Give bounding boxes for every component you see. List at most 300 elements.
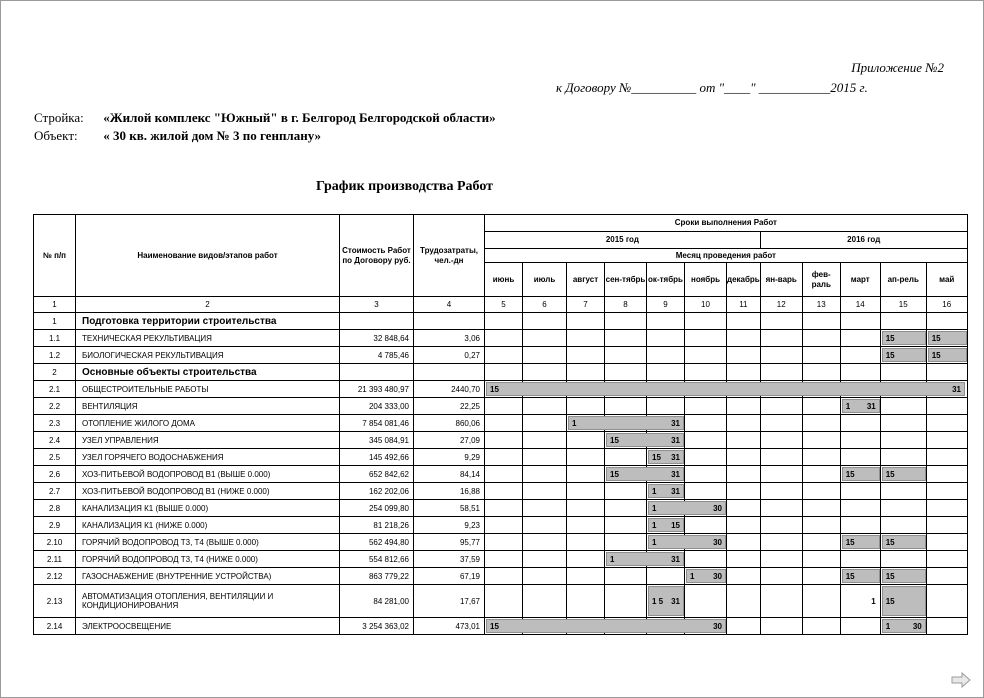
cost-cell: 863 779,22 — [340, 568, 414, 585]
year-2015-header: 2015 год — [485, 232, 761, 249]
gantt-bar — [882, 569, 926, 583]
bar-end-label: 30 — [912, 621, 922, 631]
bar-start-label: 1 — [690, 571, 695, 581]
month-cell — [567, 313, 605, 330]
month-cell — [485, 568, 523, 585]
month-cell — [727, 500, 761, 517]
labor-cell: 84,14 — [414, 466, 485, 483]
row-number: 1 — [34, 313, 76, 330]
row-number: 2.2 — [34, 398, 76, 415]
table-row — [34, 585, 968, 618]
month-cell — [760, 500, 802, 517]
row-number: 1.2 — [34, 347, 76, 364]
month-cell — [880, 568, 926, 585]
month-cell — [605, 432, 680, 449]
row-number: 2 — [34, 364, 76, 381]
month-cell — [605, 449, 647, 466]
column-number-cell: 5 — [485, 297, 523, 313]
month-header: Месяц проведения работ — [485, 249, 968, 263]
section-row — [34, 364, 968, 381]
column-number-cell: 15 — [880, 297, 926, 313]
month-cell — [880, 500, 926, 517]
gantt-bar — [882, 331, 926, 345]
gantt-bar — [486, 619, 726, 633]
month-cell — [567, 585, 605, 618]
month-cell — [840, 432, 880, 449]
month-cell — [685, 449, 727, 466]
cost-cell — [340, 364, 414, 381]
table-row — [34, 347, 968, 364]
month-cell — [523, 398, 567, 415]
gantt-bar — [648, 535, 726, 549]
bar-start-label: 15 — [885, 596, 895, 606]
object-label: Объект: — [34, 128, 78, 143]
month-cell — [647, 449, 685, 466]
work-name: ЭЛЕКТРООСВЕЩЕНИЕ — [76, 618, 340, 635]
month-cell — [802, 449, 840, 466]
gantt-bar — [842, 467, 880, 481]
labor-cell: 2440,70 — [414, 381, 485, 398]
month-cell — [567, 551, 605, 568]
work-name: ГОРЯЧИЙ ВОДОПРОВОД Т3, Т4 (ВЫШЕ 0.000) — [76, 534, 340, 551]
month-cell — [605, 364, 647, 381]
column-number-cell: 12 — [760, 297, 802, 313]
bar-end-label: 31 — [671, 596, 680, 606]
cost-cell: 81 218,26 — [340, 517, 414, 534]
row-number: 2.13 — [34, 585, 76, 618]
month-cell — [685, 466, 727, 483]
cost-cell: 652 842,62 — [340, 466, 414, 483]
month-cell — [485, 313, 523, 330]
month-cell — [485, 551, 523, 568]
month-cell — [880, 534, 926, 551]
month-cell — [685, 568, 727, 585]
month-cell — [567, 347, 605, 364]
labor-cell: 67,19 — [414, 568, 485, 585]
month-cell — [840, 449, 880, 466]
month-cell — [567, 568, 605, 585]
month-cell — [567, 534, 605, 551]
next-page-arrow-icon[interactable] — [950, 672, 972, 688]
month-cell — [523, 449, 567, 466]
bar-start-label: 15 — [885, 333, 895, 343]
month-cell — [485, 534, 523, 551]
row-number: 2.9 — [34, 517, 76, 534]
month-cell — [685, 483, 727, 500]
month-cell — [685, 585, 727, 618]
month-header-cell: август — [567, 263, 605, 297]
month-cell — [840, 534, 880, 551]
month-cell — [523, 551, 567, 568]
gantt-bar — [648, 518, 684, 532]
month-cell — [760, 398, 802, 415]
month-cell — [485, 364, 523, 381]
bar-start-label: 15 — [885, 469, 895, 479]
month-cell — [523, 500, 567, 517]
month-cell — [840, 500, 880, 517]
table-row — [34, 381, 968, 398]
work-name: Подготовка территории строительства — [76, 313, 340, 330]
month-cell — [802, 466, 840, 483]
bar-start-label: 15 — [610, 435, 619, 445]
column-number-cell: 13 — [802, 297, 840, 313]
month-cell — [880, 618, 926, 635]
month-cell — [485, 398, 523, 415]
labor-cell: 9,23 — [414, 517, 485, 534]
month-cell — [926, 534, 967, 551]
cost-cell: 145 492,66 — [340, 449, 414, 466]
month-cell — [760, 585, 802, 618]
month-cell — [926, 347, 967, 364]
month-cell — [802, 618, 840, 635]
bar-start-label: 15 — [652, 452, 661, 462]
labor-cell: 16,88 — [414, 483, 485, 500]
bar-start-label: 15 — [490, 384, 499, 394]
bar-start-label: 1 — [610, 554, 615, 564]
site-line — [34, 110, 496, 126]
work-name: ТЕХНИЧЕСКАЯ РЕКУЛЬТИВАЦИЯ — [76, 330, 340, 347]
bar-end-label: 31 — [671, 418, 680, 428]
month-cell — [485, 466, 523, 483]
month-cell — [926, 313, 967, 330]
col-no-header: № п/п — [34, 215, 76, 297]
gantt-bar — [648, 501, 726, 515]
gantt-bar — [928, 331, 967, 345]
month-header-cell: сен-тябрь — [605, 263, 647, 297]
labor-cell: 22,25 — [414, 398, 485, 415]
month-cell — [802, 313, 840, 330]
month-cell — [647, 364, 685, 381]
month-cell — [685, 415, 727, 432]
month-header-cell: июнь — [485, 263, 523, 297]
row-number: 1.1 — [34, 330, 76, 347]
month-cell — [727, 483, 761, 500]
cost-cell — [340, 313, 414, 330]
month-header-cell: май — [926, 263, 967, 297]
month-cell — [605, 551, 680, 568]
column-number-cell: 10 — [685, 297, 727, 313]
month-cell — [647, 398, 685, 415]
month-cell — [647, 330, 685, 347]
bar-end-label: 31 — [671, 486, 680, 496]
month-cell — [523, 534, 567, 551]
month-cell — [880, 313, 926, 330]
row-number: 2.6 — [34, 466, 76, 483]
row-number: 2.5 — [34, 449, 76, 466]
month-cell — [685, 517, 727, 534]
year-2016-header: 2016 год — [760, 232, 967, 249]
month-cell — [880, 330, 926, 347]
month-header-cell: ок-тябрь — [647, 263, 685, 297]
table-row — [34, 466, 968, 483]
month-cell — [880, 483, 926, 500]
month-cell — [760, 466, 802, 483]
gantt-bar — [606, 433, 684, 447]
month-cell — [880, 517, 926, 534]
month-cell — [647, 568, 685, 585]
month-cell — [485, 381, 961, 398]
month-cell — [760, 517, 802, 534]
column-number-cell: 7 — [567, 297, 605, 313]
month-cell — [926, 568, 967, 585]
month-cell — [605, 568, 647, 585]
month-cell — [647, 534, 722, 551]
column-number-cell: 9 — [647, 297, 685, 313]
month-cell — [880, 466, 926, 483]
month-cell — [523, 483, 567, 500]
month-cell — [567, 500, 605, 517]
row-number: 2.10 — [34, 534, 76, 551]
month-cell — [727, 466, 761, 483]
cost-cell: 3 254 363,02 — [340, 618, 414, 635]
table-row — [34, 534, 968, 551]
month-cell — [567, 364, 605, 381]
col-name-header: Наименование видов/этапов работ — [76, 215, 340, 297]
bar-start-label: 1 — [652, 520, 657, 530]
month-cell — [727, 415, 761, 432]
column-number-cell: 11 — [727, 297, 761, 313]
labor-cell: 17,67 — [414, 585, 485, 618]
cost-cell: 84 281,00 — [340, 585, 414, 618]
gantt-bar — [882, 586, 926, 616]
month-cell — [647, 347, 685, 364]
contract-reference: к Договору №__________ от "____" ___________2015 г. — [556, 80, 868, 95]
cost-cell: 4 785,46 — [340, 347, 414, 364]
month-cell — [567, 466, 605, 483]
month-cell — [647, 313, 685, 330]
gantt-bar — [842, 569, 880, 583]
work-name: ГОРЯЧИЙ ВОДОПРОВОД Т3, Т4 (НИЖЕ 0.000) — [76, 551, 340, 568]
column-number-cell: 3 — [340, 297, 414, 313]
month-cell — [760, 483, 802, 500]
labor-cell: 27,09 — [414, 432, 485, 449]
month-cell — [567, 398, 605, 415]
page-title: График производства Работ — [316, 179, 494, 194]
month-cell — [727, 568, 761, 585]
column-number-cell: 16 — [926, 297, 967, 313]
month-cell — [605, 330, 647, 347]
month-cell — [840, 347, 880, 364]
month-cell — [605, 347, 647, 364]
month-cell — [802, 517, 840, 534]
month-cell — [802, 568, 840, 585]
date-label: 1 — [871, 596, 876, 606]
gantt-bar — [882, 535, 926, 549]
month-cell — [567, 483, 605, 500]
column-number-cell: 8 — [605, 297, 647, 313]
table-row — [34, 568, 968, 585]
month-cell — [880, 449, 926, 466]
cost-cell: 554 812,66 — [340, 551, 414, 568]
month-cell — [926, 432, 967, 449]
month-cell — [685, 330, 727, 347]
bar-end-label: 15 — [671, 520, 680, 530]
month-cell — [567, 449, 605, 466]
column-number-cell: 6 — [523, 297, 567, 313]
table-row — [34, 500, 968, 517]
work-name: ОБЩЕСТРОИТЕЛЬНЫЕ РАБОТЫ — [76, 381, 340, 398]
month-cell — [880, 364, 926, 381]
table-row — [34, 551, 968, 568]
month-cell — [727, 517, 761, 534]
table-row — [34, 483, 968, 500]
row-number: 2.3 — [34, 415, 76, 432]
month-header-cell: ап-рель — [880, 263, 926, 297]
month-cell — [727, 618, 761, 635]
bar-start-label: 1 — [572, 418, 577, 428]
bar-end-label: 31 — [671, 554, 680, 564]
month-cell — [685, 551, 727, 568]
month-cell — [802, 415, 840, 432]
work-name: БИОЛОГИЧЕСКАЯ РЕКУЛЬТИВАЦИЯ — [76, 347, 340, 364]
work-name: ХОЗ-ПИТЬЕВОЙ ВОДОПРОВОД В1 (ВЫШЕ 0.000) — [76, 466, 340, 483]
gantt-bar — [882, 619, 926, 633]
month-cell — [605, 500, 647, 517]
month-cell — [605, 534, 647, 551]
month-cell — [523, 347, 567, 364]
month-cell — [647, 517, 685, 534]
bar-start-label: 1 — [845, 401, 851, 411]
month-cell — [926, 483, 967, 500]
month-cell — [880, 398, 926, 415]
month-cell — [840, 415, 880, 432]
month-cell — [802, 483, 840, 500]
month-header-cell: фев-раль — [802, 263, 840, 297]
month-cell — [926, 517, 967, 534]
month-cell — [926, 449, 967, 466]
gantt-bar — [882, 467, 926, 481]
bar-end-label: 31 — [866, 401, 876, 411]
bar-end-label: 31 — [952, 384, 961, 394]
month-cell — [523, 364, 567, 381]
cost-cell: 254 099,80 — [340, 500, 414, 517]
cost-cell: 32 848,64 — [340, 330, 414, 347]
labor-cell: 473,01 — [414, 618, 485, 635]
month-cell — [727, 398, 761, 415]
month-cell — [760, 415, 802, 432]
month-cell — [523, 415, 567, 432]
labor-cell: 37,59 — [414, 551, 485, 568]
bar-end-label: 30 — [713, 571, 722, 581]
table-row — [34, 517, 968, 534]
month-cell — [760, 432, 802, 449]
bar-start-label: 15 — [845, 571, 855, 581]
month-cell — [727, 585, 761, 618]
gantt-bar — [842, 399, 880, 413]
gantt-bar — [928, 348, 967, 362]
month-cell — [685, 364, 727, 381]
month-cell — [523, 585, 567, 618]
row-number: 2.7 — [34, 483, 76, 500]
month-cell — [685, 432, 727, 449]
month-cell — [523, 517, 567, 534]
bar-start-label: 15 — [931, 350, 941, 360]
row-number: 2.12 — [34, 568, 76, 585]
section-row — [34, 313, 968, 330]
month-cell — [523, 466, 567, 483]
month-cell — [802, 551, 840, 568]
month-cell — [802, 398, 840, 415]
month-cell — [840, 466, 880, 483]
month-cell — [760, 551, 802, 568]
month-cell — [605, 517, 647, 534]
site-label: Стройка: — [34, 110, 84, 125]
month-cell — [926, 415, 967, 432]
month-cell — [840, 618, 880, 635]
gantt-bar — [648, 450, 684, 464]
bar-start-label: 15 — [490, 621, 499, 631]
bar-start-label: 15 — [845, 537, 855, 547]
column-number-cell: 14 — [840, 297, 880, 313]
bar-start-label: 1 — [652, 537, 657, 547]
gantt-bar — [882, 348, 926, 362]
month-cell — [802, 534, 840, 551]
month-cell — [880, 415, 926, 432]
work-name: КАНАЛИЗАЦИЯ К1 (НИЖЕ 0.000) — [76, 517, 340, 534]
table-row — [34, 415, 968, 432]
month-cell — [840, 517, 880, 534]
month-cell — [485, 500, 523, 517]
col-cost-header: Стоимость Работ по Договору руб. — [340, 215, 414, 297]
month-cell — [567, 432, 605, 449]
month-cell — [727, 313, 761, 330]
gantt-bar — [486, 382, 965, 396]
bar-start-label: 15 — [885, 350, 895, 360]
bar-start-label: 15 — [845, 469, 855, 479]
month-cell — [760, 330, 802, 347]
month-cell — [840, 483, 880, 500]
work-name: ВЕНТИЛЯЦИЯ — [76, 398, 340, 415]
col-labor-header: Трудозатраты, чел.-дн — [414, 215, 485, 297]
bar-start-label: 1 — [885, 621, 891, 631]
month-cell — [760, 618, 802, 635]
gantt-bar — [686, 569, 726, 583]
bar-start-label: 15 — [931, 333, 941, 343]
gantt-bar — [606, 552, 684, 566]
bar-end-label: 31 — [671, 452, 680, 462]
table-row — [34, 618, 968, 635]
month-cell — [567, 415, 680, 432]
month-cell — [685, 347, 727, 364]
table-row — [34, 449, 968, 466]
month-cell — [840, 585, 880, 618]
column-number-cell: 4 — [414, 297, 485, 313]
month-cell — [760, 534, 802, 551]
labor-cell: 9,29 — [414, 449, 485, 466]
labor-cell — [414, 313, 485, 330]
work-name: АВТОМАТИЗАЦИЯ ОТОПЛЕНИЯ, ВЕНТИЛЯЦИИ И КОНДИЦИОНИРОВАНИЯ — [76, 585, 340, 618]
month-cell — [880, 585, 926, 618]
month-cell — [685, 398, 727, 415]
bar-start-label: 15 — [610, 469, 619, 479]
month-header-cell: ноябрь — [685, 263, 727, 297]
month-cell — [727, 534, 761, 551]
month-cell — [802, 330, 840, 347]
table-row — [34, 398, 968, 415]
month-cell — [523, 313, 567, 330]
month-cell — [485, 585, 523, 618]
month-cell — [840, 568, 880, 585]
month-cell — [760, 449, 802, 466]
bar-start-label: 1 5 — [652, 596, 664, 606]
cost-cell: 7 854 081,46 — [340, 415, 414, 432]
month-cell — [760, 568, 802, 585]
work-name: КАНАЛИЗАЦИЯ К1 (ВЫШЕ 0.000) — [76, 500, 340, 517]
month-cell — [647, 585, 685, 618]
month-cell — [926, 618, 967, 635]
work-name: ОТОПЛЕНИЕ ЖИЛОГО ДОМА — [76, 415, 340, 432]
object-line — [34, 128, 321, 144]
